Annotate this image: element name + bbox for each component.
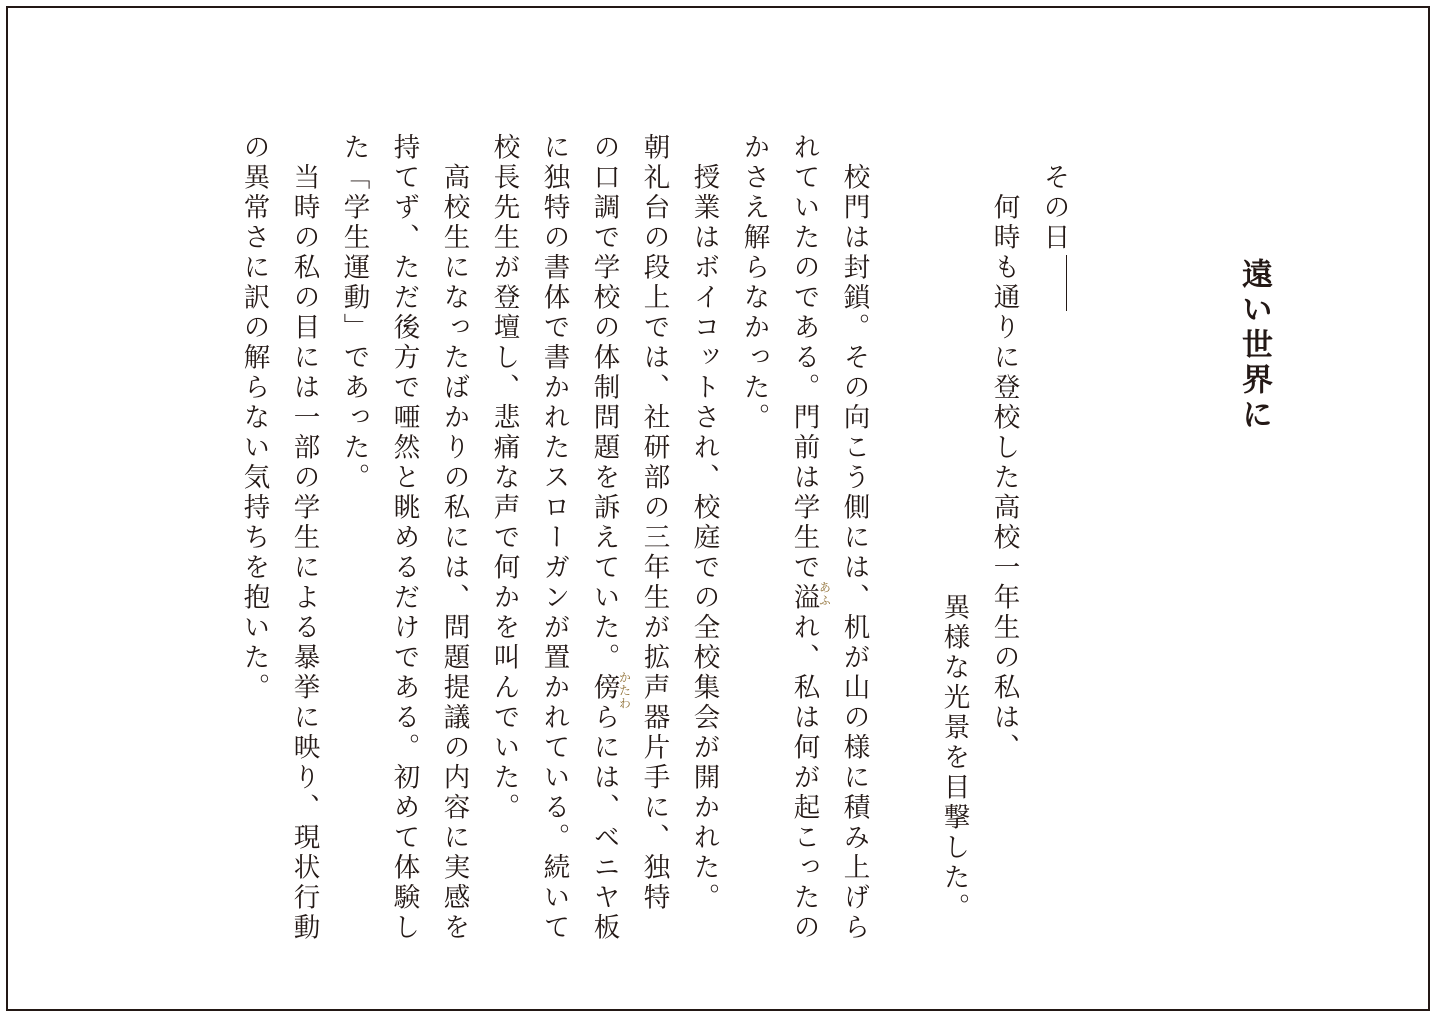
em-dash bbox=[1066, 255, 1067, 311]
para3-line-3: た「学生運動」であった。 bbox=[338, 133, 370, 493]
ruby-reading: かたわ bbox=[617, 671, 632, 710]
para2-line-4: に独特の書体で書かれたスローガンが置かれている。続いて bbox=[538, 133, 570, 943]
intro-line-2: 何時も通りに登校した高校一年生の私は、 bbox=[988, 193, 1020, 763]
ruby-base: 傍 bbox=[588, 673, 620, 703]
ruby-afure bbox=[788, 581, 832, 613]
para4-line-2: の異常さに訳の解らない気持ちを抱いた。 bbox=[238, 133, 270, 703]
ruby-katawa bbox=[588, 671, 632, 710]
para1-line-2a: れていたのである。門前は学生で bbox=[788, 133, 820, 583]
ruby-reading: あふ bbox=[817, 581, 832, 607]
para2-line-1: 授業はボイコットされ、校庭での全校集会が開かれた。 bbox=[688, 163, 720, 913]
intro-text-1: その日 bbox=[1038, 163, 1070, 253]
para1-line-2b: れ、私は何が起こったの bbox=[788, 613, 820, 943]
para2-line-5: 校長先生が登壇し、悲痛な声で何かを叫んでいた。 bbox=[488, 133, 520, 823]
para3-line-2: 持てず、ただ後方で唖然と眺めるだけである。初めて体験し bbox=[388, 133, 420, 943]
para3-line-1: 高校生になったばかりの私には、問題提議の内容に実感を bbox=[438, 163, 470, 943]
para2-line-2: 朝礼台の段上では、社研部の三年生が拡声器片手に、独特 bbox=[638, 133, 670, 913]
intro-line-3: 異様な光景を目撃した。 bbox=[938, 593, 970, 923]
para2-line-3b: らには、ベニヤ板 bbox=[588, 703, 620, 943]
para2-line-3a: の口調で学校の体制問題を訴えていた。 bbox=[588, 133, 620, 673]
para1-line-1: 校門は封鎖。その向こう側には、机が山の様に積み上げら bbox=[838, 163, 870, 943]
ruby-base: 溢 bbox=[788, 583, 820, 613]
para2-line-3 bbox=[588, 133, 632, 943]
para4-line-1: 当時の私の目には一部の学生による暴挙に映り、現状行動 bbox=[288, 163, 320, 943]
intro-line-1 bbox=[1038, 163, 1070, 311]
page-title: 遠い世界に bbox=[1236, 258, 1272, 433]
manuscript-page bbox=[6, 6, 1430, 1011]
para1-line-3: かさえ解らなかった。 bbox=[738, 133, 770, 433]
para1-line-2 bbox=[788, 133, 832, 943]
